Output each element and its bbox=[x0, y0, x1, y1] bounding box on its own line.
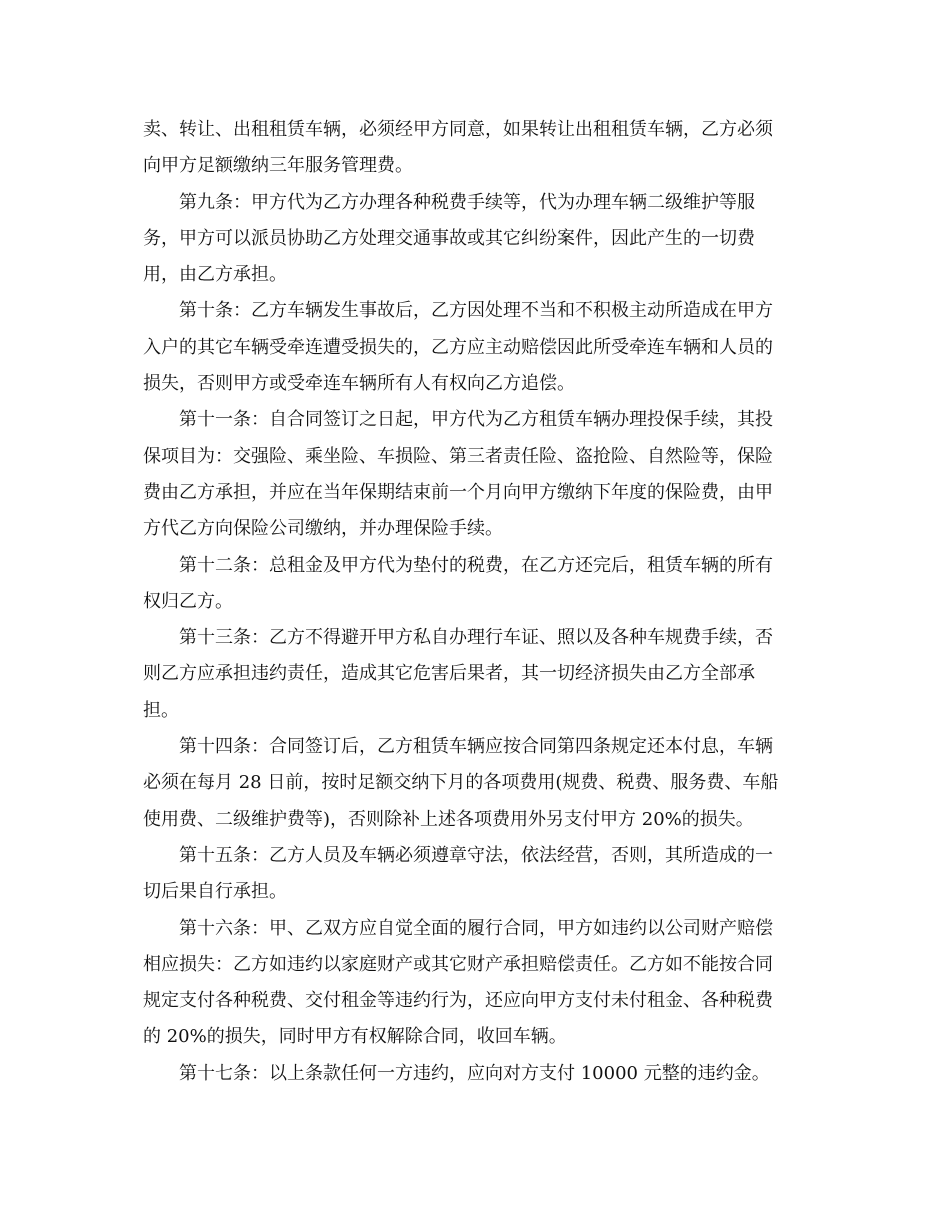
paragraph-line: 保项目为：交强险、乘坐险、车损险、第三者责任险、盗抢险、自然险等，保险 bbox=[143, 445, 773, 467]
article-14 bbox=[143, 729, 809, 838]
paragraph-line: 第十六条：甲、乙双方应自觉全面的履行合同，甲方如违约以公司财产赔偿 bbox=[179, 917, 773, 939]
article-16 bbox=[143, 911, 809, 1056]
paragraph-line: 用，由乙方承担。 bbox=[143, 264, 287, 286]
paragraph-line: 损失，否则甲方或受牵连车辆所有人有权向乙方追偿。 bbox=[143, 373, 575, 395]
paragraph-line: 入户的其它车辆受牵连遭受损失的，乙方应主动赔偿因此所受牵连车辆和人员的 bbox=[143, 336, 773, 358]
paragraph-line: 的 20%的损失，同时甲方有权解除合同，收回车辆。 bbox=[143, 1026, 567, 1048]
paragraph-line: 方代乙方向保险公司缴纳，并办理保险手续。 bbox=[143, 518, 503, 540]
article-15 bbox=[143, 838, 809, 911]
paragraph-line: 第十三条：乙方不得避开甲方私自办理行车证、照以及各种车规费手续，否 bbox=[179, 627, 773, 649]
paragraph-line: 则乙方应承担违约责任，造成其它危害后果者，其一切经济损失由乙方全部承 bbox=[143, 663, 755, 685]
paragraph-line: 务，甲方可以派员协助乙方处理交通事故或其它纠纷案件，因此产生的一切费 bbox=[143, 227, 755, 249]
paragraph-line: 担。 bbox=[143, 699, 179, 721]
paragraph-line: 使用费、二级维护费等)，否则除补上述各项费用外另支付甲方 20%的损失。 bbox=[143, 808, 754, 830]
paragraph-line: 相应损失：乙方如违约以家庭财产或其它财产承担赔偿责任。乙方如不能按合同 bbox=[143, 953, 773, 975]
article-12 bbox=[143, 548, 809, 621]
article-17 bbox=[143, 1056, 809, 1092]
paragraph-line: 第十七条：以上条款任何一方违约，应向对方支付 10000 元整的违约金。 bbox=[179, 1062, 770, 1084]
paragraph-line: 第十四条：合同签订后，乙方租赁车辆应按合同第四条规定还本付息，车辆 bbox=[179, 736, 773, 758]
paragraph-line: 卖、转让、出租租赁车辆，必须经甲方同意，如果转让出租租赁车辆，乙方必须 bbox=[143, 119, 773, 140]
paragraph-line: 第十条：乙方车辆发生事故后，乙方因处理不当和不积极主动所造成在甲方 bbox=[179, 300, 773, 322]
article-9 bbox=[143, 185, 809, 294]
paragraph-line: 第十一条：自合同签订之日起，甲方代为乙方租赁车辆办理投保手续，其投 bbox=[179, 409, 773, 431]
article-10 bbox=[143, 293, 809, 402]
article-11 bbox=[143, 402, 809, 547]
paragraph-line: 必须在每月 28 日前，按时足额交纳下月的各项费用(规费、税费、服务费、车船 bbox=[143, 772, 779, 794]
paragraph-line: 切后果自行承担。 bbox=[143, 881, 287, 903]
paragraph-line: 费由乙方承担，并应在当年保期结束前一个月向甲方缴纳下年度的保险费，由甲 bbox=[143, 481, 773, 503]
paragraph-line: 权归乙方。 bbox=[143, 590, 233, 612]
paragraph-continuation bbox=[143, 112, 809, 185]
paragraph-line: 向甲方足额缴纳三年服务管理费。 bbox=[143, 155, 413, 177]
paragraph-line: 第十五条：乙方人员及车辆必须遵章守法，依法经营，否则，其所造成的一 bbox=[179, 844, 773, 866]
paragraph-line: 第十二条：总租金及甲方代为垫付的税费，在乙方还完后，租赁车辆的所有 bbox=[179, 554, 773, 576]
article-13 bbox=[143, 620, 809, 729]
paragraph-line: 第九条：甲方代为乙方办理各种税费手续等，代为办理车辆二级维护等服 bbox=[179, 191, 755, 213]
paragraph-line: 规定支付各种税费、交付租金等违约行为，还应向甲方支付未付租金、各种税费 bbox=[143, 990, 773, 1012]
document-body bbox=[143, 112, 809, 1092]
